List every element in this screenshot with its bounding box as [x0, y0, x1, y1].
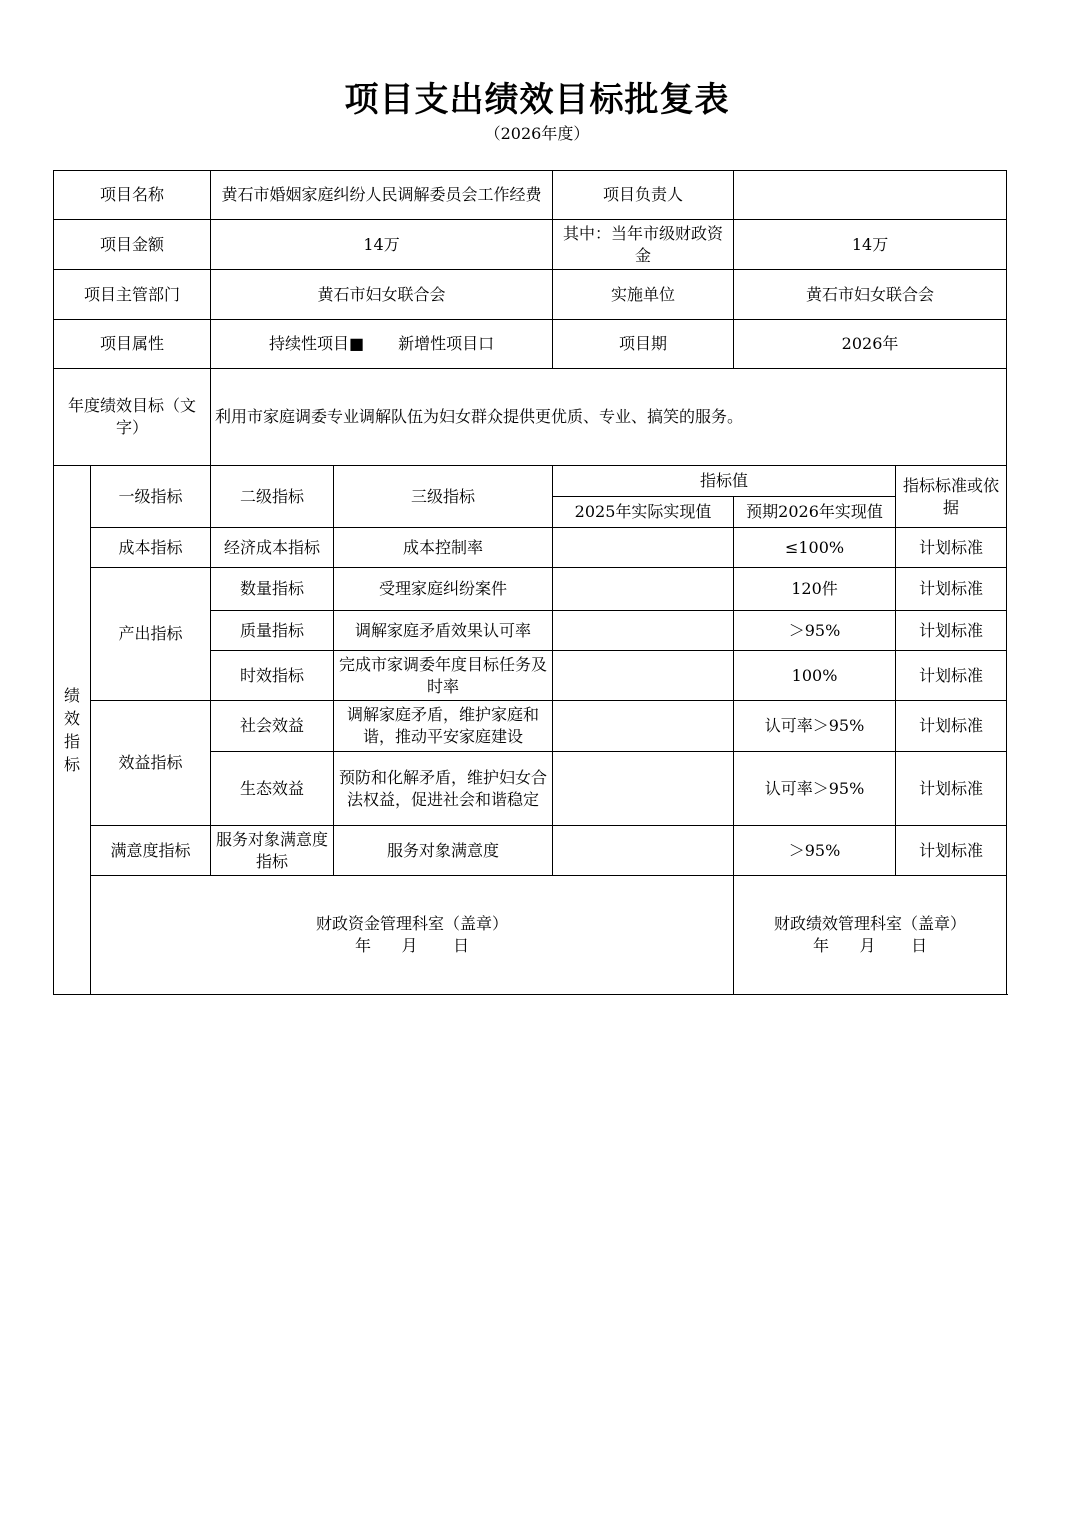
actual-cell: [553, 752, 734, 826]
level1-output: 产出指标: [91, 568, 211, 701]
header-actual-2025: 2025年实际实现值: [553, 497, 734, 528]
signature-right: [734, 876, 1007, 995]
level2-cell: 生态效益: [211, 752, 334, 826]
page-subtitle: （2026年度）: [484, 124, 590, 143]
actual-cell: [553, 651, 734, 701]
level1-satisfaction: 满意度指标: [91, 826, 211, 876]
info-row-amount: [54, 220, 1007, 270]
header-expected-2026: 预期2026年实现值: [734, 497, 896, 528]
expected-cell: ＞95%: [734, 611, 896, 651]
header-value-group: 指标值: [553, 466, 896, 497]
header-level3: 三级指标: [334, 466, 553, 528]
header-level1: 一级指标: [91, 466, 211, 528]
level2-cell: 社会效益: [211, 701, 334, 752]
impl-value: 黄石市妇女联合会: [734, 270, 1007, 320]
standard-cell: 计划标准: [896, 701, 1007, 752]
level1-benefit: 效益指标: [91, 701, 211, 826]
expected-cell: 120件: [734, 568, 896, 611]
indicator-side-label: 绩效指标: [54, 466, 91, 995]
info-row-attr: [54, 320, 1007, 369]
page-title: 项目支出绩效目标批复表: [344, 80, 730, 120]
period-label: 项目期: [553, 320, 734, 369]
amount-value: 14万: [211, 220, 553, 270]
expected-cell: ≤100%: [734, 528, 896, 568]
attr-continuing: 持续性项目■: [268, 334, 365, 353]
signature-left-date: 年 月 日: [354, 936, 470, 955]
signature-right-label: 财政绩效管理科室（盖章）: [774, 914, 967, 933]
level2-cell: 时效指标: [211, 651, 334, 701]
level2-cell: 数量指标: [211, 568, 334, 611]
standard-cell: 计划标准: [896, 611, 1007, 651]
attr-new: 新增性项目口: [398, 334, 495, 353]
attr-value: [211, 320, 553, 369]
standard-cell: 计划标准: [896, 651, 1007, 701]
amount-label: 项目金额: [54, 220, 211, 270]
project-name-value: 黄石市婚姻家庭纠纷人民调解委员会工作经费: [211, 171, 553, 220]
standard-cell: 计划标准: [896, 528, 1007, 568]
city-fund-label: 其中：当年市级财政资金: [553, 220, 734, 270]
info-row-dept: [54, 270, 1007, 320]
level3-cell: 调解家庭矛盾效果认可率: [334, 611, 553, 651]
expected-cell: 100%: [734, 651, 896, 701]
annual-goal-value: 利用市家庭调委专业调解队伍为妇女群众提供更优质、专业、搞笑的服务。: [211, 369, 1007, 466]
actual-cell: [553, 568, 734, 611]
project-name-label: 项目名称: [54, 171, 211, 220]
city-fund-value: 14万: [734, 220, 1007, 270]
table-row: [54, 528, 1007, 568]
standard-cell: 计划标准: [896, 826, 1007, 876]
signature-right-date: 年 月 日: [812, 936, 928, 955]
level2-cell: 经济成本指标: [211, 528, 334, 568]
actual-cell: [553, 701, 734, 752]
level2-cell: 服务对象满意度指标: [211, 826, 334, 876]
expected-cell: 认可率＞95%: [734, 752, 896, 826]
indicator-header-row: [54, 466, 1007, 497]
annual-goal-label: 年度绩效目标（文字）: [54, 369, 211, 466]
level3-cell: 受理家庭纠纷案件: [334, 568, 553, 611]
signature-left-label: 财政资金管理科室（盖章）: [316, 914, 509, 933]
info-row-name: [54, 171, 1007, 220]
level3-cell: 完成市家调委年度目标任务及时率: [334, 651, 553, 701]
table-row: [54, 568, 1007, 611]
dept-label: 项目主管部门: [54, 270, 211, 320]
dept-value: 黄石市妇女联合会: [211, 270, 553, 320]
header-standard: 指标标准或依据: [896, 466, 1007, 528]
impl-label: 实施单位: [553, 270, 734, 320]
level3-cell: 服务对象满意度: [334, 826, 553, 876]
expected-cell: 认可率＞95%: [734, 701, 896, 752]
level3-cell: 预防和化解矛盾，维护妇女合法权益，促进社会和谐稳定: [334, 752, 553, 826]
signature-left: [91, 876, 734, 995]
actual-cell: [553, 528, 734, 568]
level3-cell: 成本控制率: [334, 528, 553, 568]
level3-cell: 调解家庭矛盾，维护家庭和谐，推动平安家庭建设: [334, 701, 553, 752]
standard-cell: 计划标准: [896, 752, 1007, 826]
level2-cell: 质量指标: [211, 611, 334, 651]
signature-row: [54, 876, 1007, 995]
level1-cost: 成本指标: [91, 528, 211, 568]
table-row: [54, 826, 1007, 876]
expected-cell: ＞95%: [734, 826, 896, 876]
header-level2: 二级指标: [211, 466, 334, 528]
standard-cell: 计划标准: [896, 568, 1007, 611]
owner-value: [734, 171, 1007, 220]
info-row-goal: [54, 369, 1007, 466]
actual-cell: [553, 826, 734, 876]
period-value: 2026年: [734, 320, 1007, 369]
attr-label: 项目属性: [54, 320, 211, 369]
owner-label: 项目负责人: [553, 171, 734, 220]
performance-target-table: [53, 170, 1007, 995]
actual-cell: [553, 611, 734, 651]
table-row: [54, 701, 1007, 752]
